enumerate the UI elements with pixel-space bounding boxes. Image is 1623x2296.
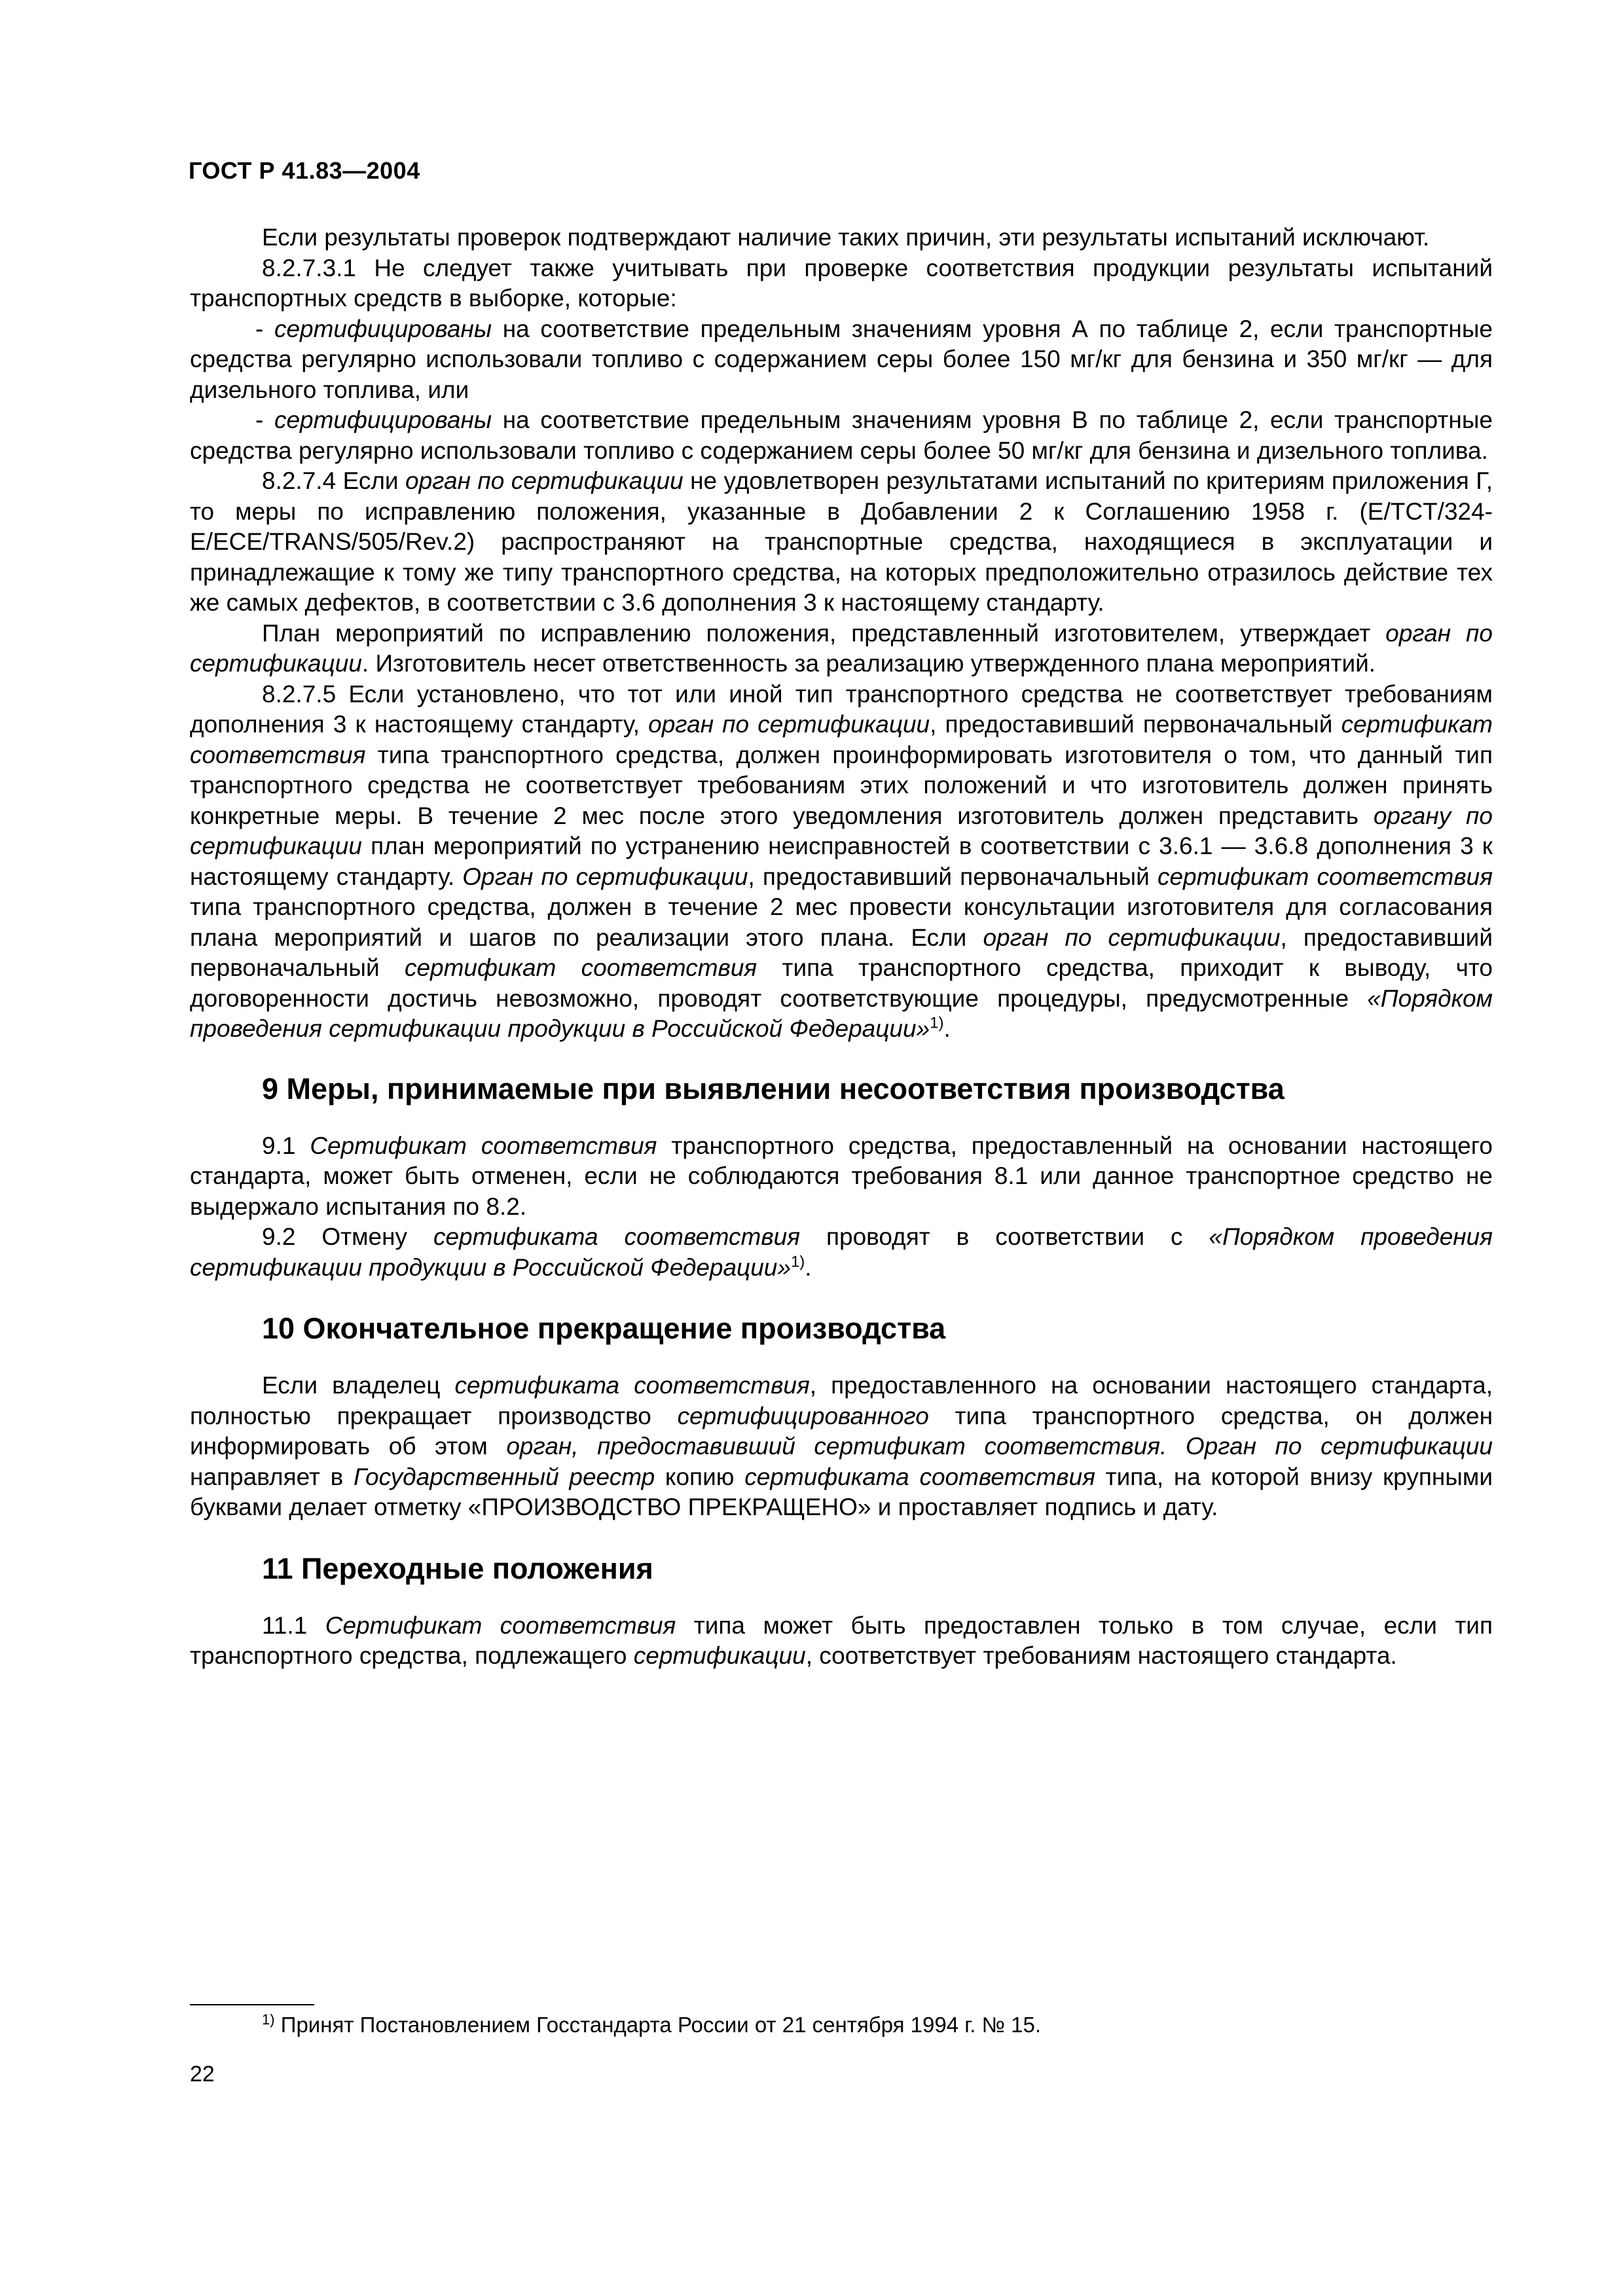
- paragraph-8-2-7-4: [190, 466, 1493, 619]
- document-header: ГОСТ Р 41.83—2004: [189, 157, 420, 184]
- list-item: [190, 314, 1493, 406]
- term: Орган по сертификации: [462, 863, 748, 890]
- text-run: 9.2 Отмену: [262, 1223, 433, 1250]
- text-run: типа транспортного средства, должен проинформировать изготовителя о том, что данный тип транспортного средства не соответствует требованиям этих положений и что изготовитель должен принять конкретные меры. В течение 2 мес после этого уведомления изготовитель должен представить: [190, 741, 1493, 829]
- text-run: 8.2.7.4 Если: [262, 467, 406, 494]
- term: орган по сертификации: [983, 924, 1281, 951]
- footnote-text: Принят Постановлением Госстандарта России от 21 сентября 1994 г. № 15.: [274, 2013, 1042, 2037]
- section-9-heading: 9 Меры, принимаемые при выявлении несоответствия производства: [262, 1071, 1285, 1105]
- text-run: , предоставивший первоначальный: [930, 711, 1341, 738]
- paragraph-10: [190, 1371, 1493, 1523]
- term: сертификат соответствия: [404, 954, 757, 981]
- term: орган по сертификации: [405, 467, 684, 494]
- term: Сертификат соответствия: [325, 1611, 676, 1639]
- term: Государственный реестр: [353, 1463, 655, 1490]
- text-run: -: [255, 315, 274, 342]
- text-run: .: [805, 1253, 812, 1281]
- term: сертификата соответствия: [433, 1223, 801, 1250]
- text-run: , предоставленного на основании настоящего стандарта, полностью прекращает производство: [190, 1372, 1493, 1429]
- text-run: -: [255, 406, 274, 433]
- paragraph-11-1: [190, 1611, 1493, 1672]
- text-run: план мероприятий по устранению неисправностей в соответствии с 3.6.1 — 3.6.8 дополнения 3 к настоящему стандарту.: [190, 833, 1493, 890]
- term: орган, предоставивший сертификат соответствия. Орган по сертификации: [506, 1433, 1493, 1460]
- paragraph: [190, 619, 1493, 679]
- text-run: .: [943, 1015, 951, 1042]
- text-run: Если владелец: [262, 1372, 455, 1399]
- footnote-marker: 1): [262, 2011, 275, 2028]
- term: сертификации: [633, 1642, 806, 1669]
- reference: «Порядком проведения сертификации продукции в Российской Федерации»: [190, 984, 1493, 1042]
- text-run: не удовлетворен результатами испытаний по критериям приложения Г, то меры по исправлению положения, указанные в Добавлении 2 к Соглашению 1958 г. (E/TCT/324-E/ECE/TRANS/505/Rev.2) распространяют на транспортные средства, находящиеся в эксплуатации и принадлежащие к тому же типу транспортного средства, на которых предположительно отразилось действие тех же самых дефектов, в соответствии с 3.6 дополнения 3 к настоящему стандарту.: [190, 467, 1493, 616]
- footnote: [262, 2011, 1041, 2039]
- text-run: , соответствует требованиям настоящего стандарта.: [805, 1642, 1397, 1669]
- text-run: на соответствие предельным значениям уровня В по таблице 2, если транспортные средства регулярно использовали топливо с содержанием серы более 50 мг/кг для бензина и дизельного топлива.: [190, 406, 1493, 464]
- term: Сертификат соответствия: [310, 1132, 657, 1159]
- paragraph-9-1: [190, 1131, 1493, 1223]
- paragraph: Если результаты проверок подтверждают наличие таких причин, эти результаты испытаний исключают.: [262, 224, 1430, 251]
- text-run: транспортного средства, предоставленный на основании настоящего стандарта, может быть отменен, если не соблюдаются требования 8.1 или данное транспортное средство не выдержало испытания по 8.2.: [190, 1132, 1493, 1220]
- text-run: типа транспортного средства, он должен информировать об этом: [190, 1402, 1493, 1460]
- text-run: , предоставивший первоначальный: [748, 863, 1158, 890]
- term: сертификата соответствия: [454, 1372, 810, 1399]
- paragraph-8-2-7-3-1: 8.2.7.3.1 Не следует также учитывать при проверке соответствия продукции результаты испытаний транспортных средств в выборке, которые:: [190, 254, 1493, 312]
- text-run: План мероприятий по исправлению положения, представленный изготовителем, утверждает: [262, 619, 1386, 647]
- text-run: 8.2.7.5 Если установлено, что тот или иной тип транспортного средства не соответствует требованиям дополнения 3 к настоящему стандарту,: [190, 680, 1493, 738]
- text-run: направляет в: [190, 1463, 354, 1490]
- term: сертифицированы: [274, 406, 492, 433]
- section-10-heading: 10 Окончательное прекращение производства: [262, 1312, 946, 1345]
- text-run: проводят в соответствии с: [800, 1223, 1209, 1250]
- term: сертификат соответствия: [1157, 863, 1493, 890]
- paragraph-9-2: [190, 1222, 1493, 1283]
- footnote-marker: 1): [930, 1014, 944, 1032]
- term: орган по сертификации: [190, 619, 1493, 677]
- list-item: [190, 405, 1493, 466]
- text-run: . Изготовитель несет ответственность за реализацию утвержденного плана мероприятий.: [361, 650, 1376, 677]
- term: органу по сертификации: [190, 802, 1493, 859]
- section-11-heading: 11 Переходные положения: [262, 1551, 653, 1585]
- text-run: копию: [655, 1463, 745, 1490]
- term: орган по сертификации: [648, 711, 930, 738]
- term: сертификата соответствия: [744, 1463, 1095, 1490]
- document-body: [190, 223, 1493, 1672]
- text-run: 11.1: [262, 1611, 325, 1639]
- text-run: 9.1: [262, 1132, 310, 1159]
- page-number: 22: [190, 2062, 215, 2087]
- term: сертифицированы: [274, 315, 492, 342]
- term: сертифицированного: [677, 1402, 929, 1429]
- footnote-divider: [190, 2004, 314, 2005]
- text-run: типа транспортного средства, приходит к выводу, что договоренности достичь невозможно, проводят соответствующие процедуры, предусмотренные: [190, 954, 1493, 1012]
- text-run: , предоставивший первоначальный: [190, 924, 1493, 981]
- text-run: типа может быть предоставлен только в том случае, если тип транспортного средства, подлежащего: [190, 1611, 1493, 1669]
- text-run: типа транспортного средства, должен в течение 2 мес провести консультации изготовителя для согласования плана мероприятий и шагов по реализации этого плана. Если: [190, 893, 1493, 951]
- term: сертификат соответствия: [190, 711, 1493, 768]
- text-run: на соответствие предельным значениям уровня А по таблице 2, если транспортные средства регулярно использовали топливо с содержанием серы более 150 мг/кг для бензина и 350 мг/кг — для дизельного топлива, или: [190, 315, 1493, 403]
- paragraph-8-2-7-5: [190, 679, 1493, 1045]
- text-run: типа, на которой внизу крупными буквами делает отметку «ПРОИЗВОДСТВО ПРЕКРАЩЕНО» и проставляет подпись и дату.: [190, 1463, 1493, 1520]
- reference: «Порядком проведения сертификации продукции в Российской Федерации»: [190, 1223, 1493, 1281]
- footnote-marker: 1): [790, 1253, 805, 1271]
